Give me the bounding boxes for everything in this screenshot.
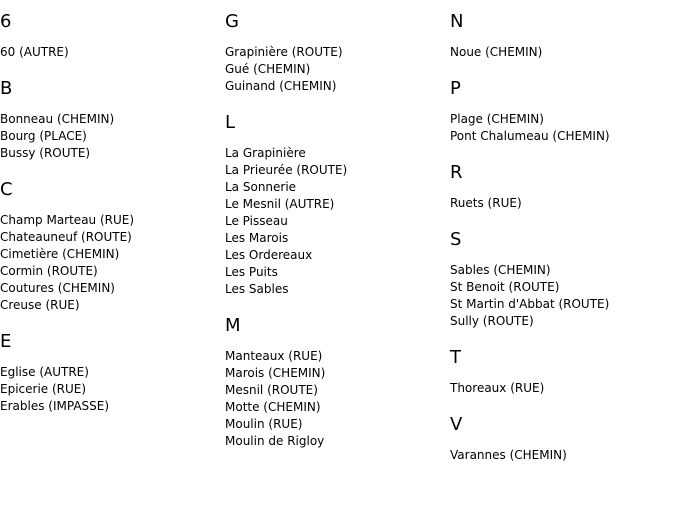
street-link[interactable]: Champ Marteau (RUE) [0,213,135,227]
letter-heading: S [450,229,462,250]
letter-heading: N [450,11,464,32]
letter-group [450,347,672,397]
street-link[interactable]: Le Pisseau [225,214,288,228]
letter-heading: L [225,112,236,133]
street-link[interactable]: Sully (ROUTE) [450,314,534,328]
street-link[interactable]: Les Sables [225,282,289,296]
street-link[interactable]: Les Ordereaux [225,248,313,262]
letter-group [450,414,672,464]
street-link[interactable]: Marois (CHEMIN) [225,366,326,380]
letter-group [0,11,222,61]
letter-heading: G [225,11,239,32]
street-link[interactable]: Chateauneuf (ROUTE) [0,230,132,244]
letter-group [0,179,222,314]
letter-group [225,11,447,95]
street-link[interactable]: La Sonnerie [225,180,297,194]
street-link[interactable]: Grapinière (ROUTE) [225,45,343,59]
street-link[interactable]: Bonneau (CHEMIN) [0,112,115,126]
street-link[interactable]: St Benoit (ROUTE) [450,280,560,294]
street-link[interactable]: Cimetière (CHEMIN) [0,247,120,261]
letter-group [225,112,447,298]
letter-heading: P [450,78,461,99]
street-link[interactable]: Bourg (PLACE) [0,129,87,143]
street-link[interactable]: Gué (CHEMIN) [225,62,311,76]
street-link[interactable]: Thoreaux (RUE) [450,381,545,395]
letter-heading: 6 [0,11,12,32]
letter-heading: T [450,347,461,368]
street-link[interactable]: Sables (CHEMIN) [450,263,551,277]
street-link[interactable]: Manteaux (RUE) [225,349,323,363]
street-link[interactable]: Le Mesnil (AUTRE) [225,197,335,211]
letter-heading: C [0,179,13,200]
street-link[interactable]: Eglise (AUTRE) [0,365,89,379]
index-column [450,11,672,481]
street-link[interactable]: Erables (IMPASSE) [0,399,110,413]
street-link[interactable]: Moulin (RUE) [225,417,303,431]
letter-group [450,229,672,330]
street-link[interactable]: Cormin (ROUTE) [0,264,98,278]
street-link[interactable]: Ruets (RUE) [450,196,522,210]
letter-group [0,331,222,415]
street-link[interactable]: Les Marois [225,231,289,245]
street-link[interactable]: Epicerie (RUE) [0,382,87,396]
street-link[interactable]: Guinand (CHEMIN) [225,79,337,93]
street-link[interactable]: Bussy (ROUTE) [0,146,91,160]
street-link[interactable]: Mesnil (ROUTE) [225,383,318,397]
letter-heading: R [450,162,463,183]
street-link[interactable]: Les Puits [225,265,278,279]
street-link[interactable]: Moulin de Rigloy [225,434,325,448]
street-link[interactable]: 60 (AUTRE) [0,45,69,59]
street-link[interactable]: La Grapinière [225,146,306,160]
street-link[interactable]: Noue (CHEMIN) [450,45,543,59]
index-column [0,11,222,432]
index-column [225,11,447,467]
letter-group [450,78,672,145]
letter-heading: B [0,78,13,99]
street-link[interactable]: Motte (CHEMIN) [225,400,321,414]
street-link[interactable]: Creuse (RUE) [0,298,80,312]
letter-group [450,11,672,61]
letter-group [0,78,222,162]
street-link[interactable]: Plage (CHEMIN) [450,112,544,126]
street-link[interactable]: La Prieurée (ROUTE) [225,163,348,177]
letter-group [450,162,672,212]
letter-group [225,315,447,450]
street-link[interactable]: Varannes (CHEMIN) [450,448,567,462]
letter-heading: V [450,414,463,435]
letter-heading: M [225,315,241,336]
street-link[interactable]: Coutures (CHEMIN) [0,281,115,295]
letter-heading: E [0,331,12,352]
street-link[interactable]: Pont Chalumeau (CHEMIN) [450,129,610,143]
street-link[interactable]: St Martin d'Abbat (ROUTE) [450,297,610,311]
